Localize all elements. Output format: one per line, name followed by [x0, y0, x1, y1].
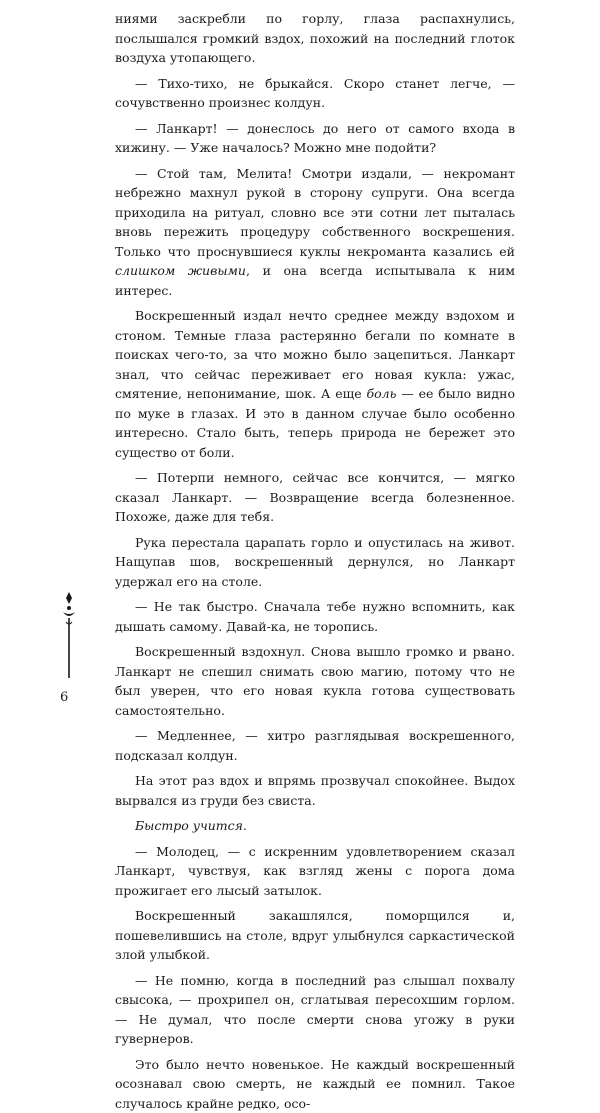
paragraph — [115, 906, 515, 965]
paragraph-text: Это было нечто новенькое. Не каждый воскрешенный осознавал свою смерть, не каждый ее помнил. Такое случалось крайне редко, осо- — [115, 1057, 515, 1111]
paragraph-text: — Медленнее, — хитро разглядывая воскрешенного, подсказал колдун. — [115, 728, 515, 763]
paragraph-text: — ее было видно по муке в глазах. И это в данном случае было особенно интересно. Стало быть, теперь природа не бережет это существо от боли. — [115, 386, 515, 460]
paragraph — [115, 468, 515, 527]
paragraph — [115, 597, 515, 636]
paragraph — [115, 642, 515, 720]
paragraph-text: Рука перестала царапать горло и опустилась на живот. Нащупав шов, воскрешенный дернулся, но Ланкарт удержал его на столе. — [115, 535, 515, 589]
paragraph-text: — Ланкарт! — донеслось до него от самого входа в хижину. — Уже началось? Можно мне подойти? — [115, 121, 515, 156]
paragraph-text: — Потерпи немного, сейчас все кончится, — мягко сказал Ланкарт. — Возвращение всегда болезненное. Похоже, даже для тебя. — [115, 470, 515, 524]
paragraph — [115, 816, 515, 836]
page-number: 6 — [60, 690, 68, 705]
body-text — [115, 9, 515, 1113]
paragraph — [115, 119, 515, 158]
paragraph — [115, 164, 515, 301]
paragraph-text: — Не так быстро. Сначала тебе нужно вспомнить, как дышать самому. Давай-ка, не торопись. — [115, 599, 515, 634]
emphasis-text: Быстро учится. — [135, 818, 247, 833]
paragraph-text: , и она всегда испытывала к ним интерес. — [115, 263, 515, 298]
paragraph — [115, 306, 515, 462]
paragraph — [115, 971, 515, 1049]
paragraph-text: — Не помню, когда в последний раз слышал похвалу свысока, — прохрипел он, сглатывая пересохшим горлом. — Не думал, что после смерти снова угожу в руки гувернеров. — [115, 973, 515, 1047]
paragraph-text: — Молодец, — с искренним удовлетворением сказал Ланкарт, чувствуя, как взгляд жены с порога дома прожигает его лысый затылок. — [115, 844, 515, 898]
paragraph-text: Воскрешенный закашлялся, поморщился и, пошевелившись на столе, вдруг улыбнулся саркастической злой улыбкой. — [115, 908, 515, 962]
paragraph-text: — Стой там, Мелита! Смотри издали, — некромант небрежно махнул рукой в сторону супруги. Она всегда приходила на ритуал, словно все эти сотни лет пыталась вновь пережить процедуру собственного воскрешения. Только что проснувшиеся куклы некроманта казались ей — [115, 166, 515, 259]
paragraph — [115, 726, 515, 765]
vertical-ornament-icon — [57, 590, 81, 680]
paragraph — [115, 771, 515, 810]
paragraph — [115, 9, 515, 68]
paragraph — [115, 533, 515, 592]
emphasis-text: боль — [367, 386, 397, 401]
paragraph-text: Воскрешенный вздохнул. Снова вышло громко и рвано. Ланкарт не спешил снимать свою магию, потому что не был уверен, что его новая кукла готова существовать самостоятельно. — [115, 644, 515, 718]
paragraph-text: На этот раз вдох и впрямь прозвучал спокойнее. Выдох вырвался из груди без свиста. — [115, 773, 515, 808]
paragraph — [115, 842, 515, 901]
emphasis-text: слишком живыми — [115, 263, 246, 278]
paragraph — [115, 74, 515, 113]
paragraph-text: Воскрешенный издал нечто среднее между вздохом и стоном. Темные глаза растерянно бегали по комнате в поисках чего-то, за что можно было зацепиться. Ланкарт знал, что сейчас переживает его новая кукла: ужас, смятение, непонимание, шок. А еще — [115, 308, 515, 401]
paragraph-text: ниями заскребли по горлу, глаза распахнулись, послышался громкий вздох, похожий на последний глоток воздуха утопающего. — [115, 11, 515, 65]
paragraph-text: — Тихо-тихо, не брыкайся. Скоро станет легче, — сочувственно произнес колдун. — [115, 76, 515, 111]
paragraph — [115, 1055, 515, 1113]
